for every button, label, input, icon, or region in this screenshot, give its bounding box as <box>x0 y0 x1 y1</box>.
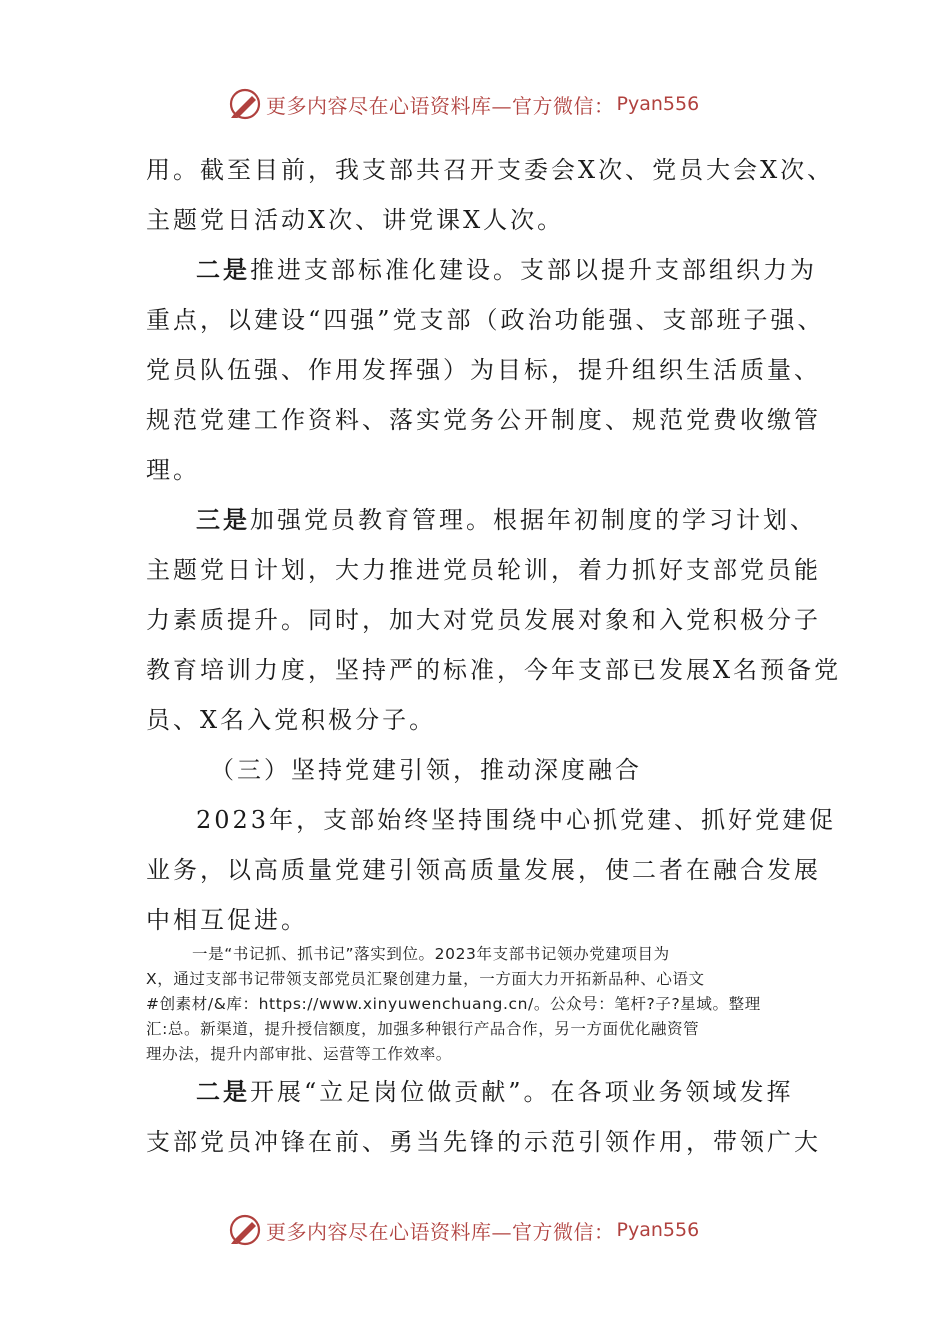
watermark-wechat-id: Pyan556 <box>616 1219 700 1241</box>
body-line: 中相互促进。 <box>146 906 308 934</box>
watermark-wechat-id: Pyan556 <box>616 93 700 115</box>
body-line: 主题党日计划，大力推进党员轮训，着力抓好支部党员能 <box>146 556 821 584</box>
watermark-header <box>228 84 699 124</box>
body-line-text: 推进支部标准化建设。支部以提升支部组织力为 <box>250 256 817 284</box>
body-line: 员、X名入党积极分子。 <box>146 706 437 734</box>
body-line: 教育培训力度，坚持严的标准，今年支部已发展X名预备党 <box>146 656 842 684</box>
lead-er2: 二是 <box>196 1078 250 1106</box>
body-line-text: 开展“立足岗位做贡献”。在各项业务领域发挥 <box>250 1078 794 1106</box>
body-line-text: 加强党员教育管理。根据年初制度的学习计划、 <box>250 506 817 534</box>
watermark-text: 更多内容尽在心语资料库—官方微信： <box>266 93 615 118</box>
body-line: 力素质提升。同时，加大对党员发展对象和入党积极分子 <box>146 606 821 634</box>
body-line: 主题党日活动X次、讲党课X人次。 <box>146 206 565 234</box>
body-line: 支部党员冲锋在前、勇当先锋的示范引领作用，带领广大 <box>146 1128 821 1156</box>
small-text-line: 理办法，提升内部审批、运营等工作效率。 <box>146 1045 452 1063</box>
body-line: 理。 <box>146 456 200 484</box>
body-line: 规范党建工作资料、落实党务公开制度、规范党费收缴管 <box>146 406 821 434</box>
small-text-line: #创素材/&库：https://www.xinyuwenchuang.cn/。公众号：笔杆?子?星域。整理 <box>146 995 761 1013</box>
body-line: 重点，以建设“四强”党支部（政治功能强、支部班子强、 <box>146 306 825 334</box>
pen-logo-icon <box>228 1213 262 1247</box>
body-line-san <box>196 505 817 535</box>
body-line: 党员队伍强、作用发挥强）为目标，提升组织生活质量、 <box>146 356 821 384</box>
watermark-footer <box>228 1210 699 1250</box>
small-text-line: 一是“书记抓、抓书记”落实到位。2023年支部书记领办党建项目为 <box>192 945 670 963</box>
body-line: 2023年，支部始终坚持围绕中心抓党建、抓好党建促 <box>196 806 837 834</box>
watermark-text: 更多内容尽在心语资料库—官方微信： <box>266 1219 615 1244</box>
body-line: 业务，以高质量党建引领高质量发展，使二者在融合发展 <box>146 856 821 884</box>
section-heading: （三）坚持党建引领，推动深度融合 <box>210 756 642 784</box>
lead-er: 二是 <box>196 256 250 284</box>
small-text-line: X，通过支部书记带领支部党员汇聚创建力量，一方面大力开拓新品种、心语文 <box>146 970 705 988</box>
body-line: 用。截至目前，我支部共召开支委会X次、党员大会X次、 <box>146 156 835 184</box>
body-line-er2 <box>196 1077 794 1107</box>
small-text-line: 汇:总。新渠道，提升授信额度，加强多种银行产品合作，另一方面优化融资管 <box>146 1020 700 1038</box>
lead-san: 三是 <box>196 506 250 534</box>
body-line-er <box>196 255 817 285</box>
pen-logo-icon <box>228 87 262 121</box>
